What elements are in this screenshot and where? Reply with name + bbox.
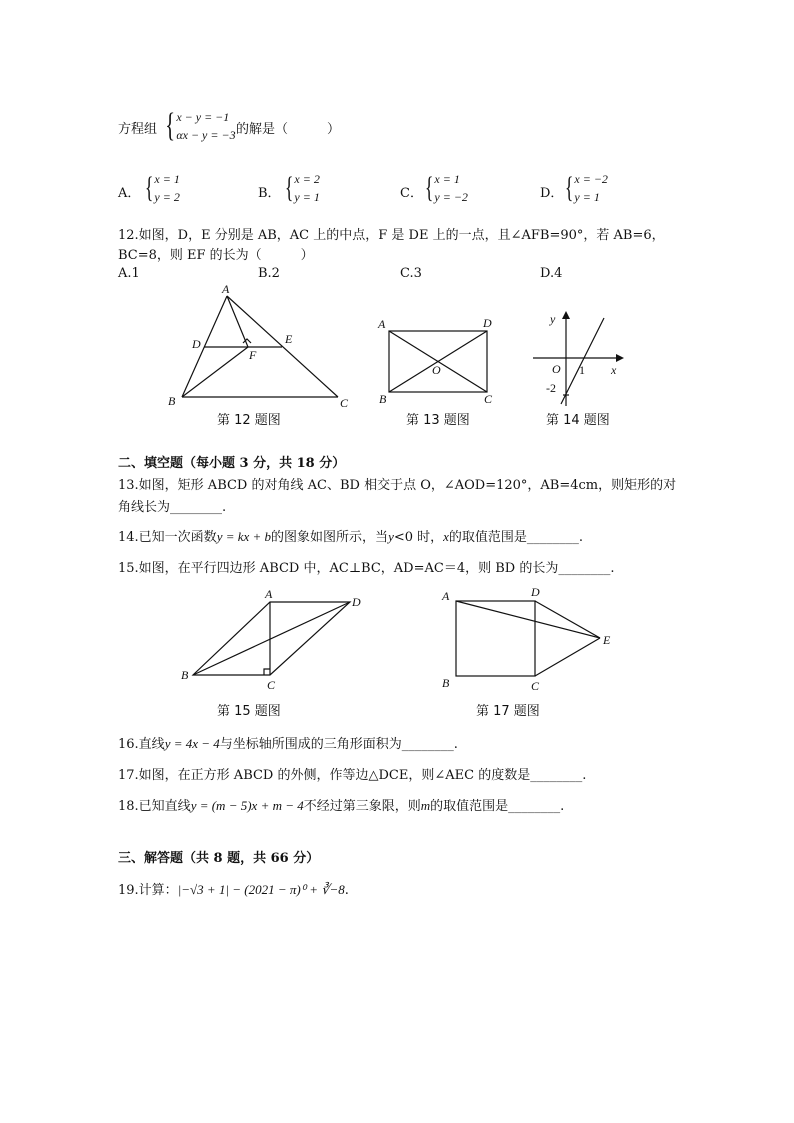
q16: 16.直线y = 4x − 4与坐标轴所围成的三角形面积为________. xyxy=(118,736,458,752)
fig17-label-d: D xyxy=(531,585,540,599)
q12-line1: 12.如图，D，E 分别是 AB，AC 上的中点，F 是 DE 上的一点，且∠AFB=90°，若 AB=6， xyxy=(118,228,665,243)
fig14-label-y: y xyxy=(550,312,556,326)
fig15-label-b: B xyxy=(181,668,189,682)
fig12-label-e: E xyxy=(285,332,293,346)
fig14-label-x: x xyxy=(611,363,617,377)
q19: 19.计算：|−√3 + 1| − (2021 − π)⁰ + ∛−8. xyxy=(118,882,349,898)
fig13-label-b: B xyxy=(379,392,387,406)
q15-text: 15.如图，在平行四边形 ABCD 中，AC⊥BC，AD=AC＝4，则 BD 的长为________. xyxy=(118,561,615,576)
q17-text: 17.如图，在正方形 ABCD 的外侧，作等边△DCE，则∠AEC 的度数是________. xyxy=(118,768,587,783)
figures-row1 xyxy=(0,0,794,440)
fig17-label-a: A xyxy=(442,589,450,603)
figures-row2 xyxy=(0,580,794,730)
fig13-label-a: A xyxy=(378,317,386,331)
fig17-caption: 第 17 题图 xyxy=(476,704,540,719)
q12-line2: BC=8，则 EF 的长为（ ） xyxy=(118,248,314,263)
fig13-label-d: D xyxy=(483,316,492,330)
q12-option-d: D.4 xyxy=(540,266,563,281)
fig12-label-b: B xyxy=(168,394,176,408)
fig13-label-c: C xyxy=(484,392,493,406)
fig15-label-d: D xyxy=(352,595,361,609)
q11-eq1: x − y = −1 xyxy=(176,110,230,124)
fig12-label-f: F xyxy=(249,348,257,362)
q14: 14.已知一次函数y = kx + b的图象如图所示，当y<0 时，x的取值范围是________. xyxy=(118,529,584,545)
q11-eq2: αx − y = −3 xyxy=(176,128,236,142)
q12-option-a: A.1 xyxy=(118,266,140,281)
fig13-label-o: O xyxy=(432,363,441,377)
fig14-label-neg2: -2 xyxy=(546,381,556,395)
q13-line2: 角线长为________. xyxy=(118,500,227,515)
fig17-label-c: C xyxy=(531,679,540,693)
fig14-label-1: 1 xyxy=(579,363,585,377)
figure-17 xyxy=(456,601,600,676)
fig12-caption: 第 12 题图 xyxy=(217,413,281,428)
section3-title: 三、解答题（共 8 题，共 66 分） xyxy=(118,851,320,866)
fig15-label-c: C xyxy=(267,678,276,692)
fig17-label-e: E xyxy=(603,633,611,647)
q13-line1: 13.如图，矩形 ABCD 的对角线 AC、BD 相交于点 O，∠AOD=120°，AB=4cm，则矩形的对 xyxy=(118,478,677,493)
fig12-label-d: D xyxy=(192,337,201,351)
fig12-label-c: C xyxy=(340,396,349,410)
q12-option-c: C.3 xyxy=(400,266,422,281)
figure-12 xyxy=(182,296,338,397)
fig17-label-b: B xyxy=(442,676,450,690)
fig15-caption: 第 15 题图 xyxy=(217,704,281,719)
fig14-label-o: O xyxy=(552,362,561,376)
fig13-caption: 第 13 题图 xyxy=(406,413,470,428)
q12-option-b: B.2 xyxy=(258,266,280,281)
q11-prefix: 方程组 xyxy=(118,122,158,137)
fig12-label-a: A xyxy=(222,282,230,296)
q18: 18.已知直线y = (m − 5)x + m − 4不经过第三象限，则m的取值范围是________. xyxy=(118,798,565,814)
figure-13 xyxy=(389,331,487,392)
q11-system: { x − y = −1 αx − y = −3 xyxy=(165,107,236,144)
figure-15 xyxy=(193,602,350,675)
fig15-label-a: A xyxy=(265,587,273,601)
q11-suffix: 的解是（ ） xyxy=(236,122,341,137)
fig14-caption: 第 14 题图 xyxy=(546,413,610,428)
section2-title: 二、填空题（每小题 3 分，共 18 分） xyxy=(118,456,346,471)
